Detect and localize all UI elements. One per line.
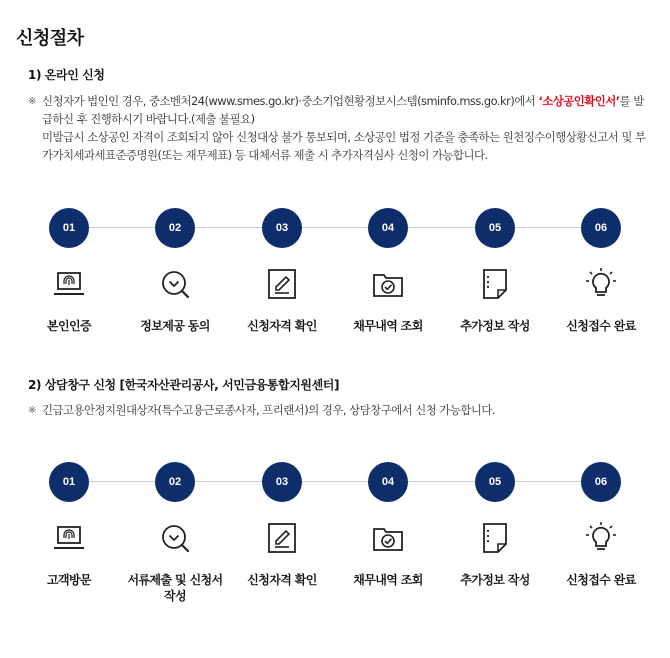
notice-text: 신청자가 법인인 경우, 중소벤처24(www.smes.go.kr)·중소기업현황정보시스템(sminfo.mss.go.kr)에서 (42, 94, 539, 108)
step-2 (115, 462, 235, 604)
folder-check-icon (370, 266, 406, 302)
document-dotted-icon (477, 520, 513, 556)
counter-steps (0, 462, 670, 622)
step-label: 신청접수 완료 (566, 319, 636, 333)
edit-document-icon (264, 266, 300, 302)
section-title-online: 1) 온라인 신청 (28, 68, 105, 82)
step-number: 06 (581, 208, 621, 248)
step-label: 채무내역 조회 (353, 319, 423, 333)
step-label: 신청접수 완료 (566, 573, 636, 587)
section-title-counter: 2) 상담창구 신청 [한국자산관리공사, 서민금융통합지원센터] (28, 378, 340, 392)
step-label: 본인인증 (47, 319, 91, 333)
notice-text-end: 를 발급하신 후 진행하시기 바랍니다.(제출 불필요) (42, 94, 644, 126)
document-dotted-icon (477, 266, 513, 302)
step-label: 정보제공 동의 (140, 319, 210, 333)
online-notice (28, 92, 648, 164)
step-5 (435, 208, 555, 334)
search-chevron-icon (157, 266, 193, 302)
laptop-fingerprint-icon (51, 266, 87, 302)
page-title: 신청절차 (16, 28, 84, 49)
step-number: 04 (368, 208, 408, 248)
edit-document-icon (264, 520, 300, 556)
step-1 (9, 208, 129, 334)
step-number: 04 (368, 462, 408, 502)
step-number: 06 (581, 462, 621, 502)
step-number: 05 (475, 462, 515, 502)
step-1 (9, 462, 129, 588)
step-label: 추가정보 작성 (460, 319, 530, 333)
notice-text-line2: 미발급시 소상공인 자격이 조회되지 않아 신청대상 불가 통보되며, 소상공인 법정 기준을 충족하는 원천징수이행상황신고서 및 부가가치세과세표준증명원(또는 재무제표) 등 대체서류 제출 시 추가자격심사 신청이 가능합니다. (42, 130, 646, 162)
step-2 (115, 208, 235, 334)
step-label: 신청자격 확인 (247, 573, 317, 587)
folder-check-icon (370, 520, 406, 556)
step-label: 채무내역 조회 (353, 573, 423, 587)
search-chevron-icon (157, 520, 193, 556)
step-3 (222, 462, 342, 588)
step-4 (328, 462, 448, 588)
step-5 (435, 462, 555, 588)
step-label: 신청자격 확인 (247, 319, 317, 333)
step-3 (222, 208, 342, 334)
step-6 (541, 462, 661, 588)
step-label: 서류제출 및 신청서 작성 (127, 573, 223, 603)
lightbulb-icon (583, 266, 619, 302)
notice-highlight: ‘소상공인확인서’ (538, 94, 620, 108)
step-label: 추가정보 작성 (460, 573, 530, 587)
step-number: 02 (155, 208, 195, 248)
step-number: 02 (155, 462, 195, 502)
step-number: 03 (262, 208, 302, 248)
step-6 (541, 208, 661, 334)
step-number: 01 (49, 208, 89, 248)
step-number: 03 (262, 462, 302, 502)
notice-text: 긴급고용안정지원대상자(특수고용근로종사자, 프리랜서)의 경우, 상담창구에서 신청 가능합니다. (42, 403, 495, 417)
online-steps (0, 208, 670, 368)
note-mark: ※ (28, 96, 36, 107)
lightbulb-icon (583, 520, 619, 556)
step-label: 고객방문 (47, 573, 91, 587)
step-number: 05 (475, 208, 515, 248)
note-mark: ※ (28, 405, 36, 416)
step-4 (328, 208, 448, 334)
laptop-fingerprint-icon (51, 520, 87, 556)
step-number: 01 (49, 462, 89, 502)
counter-notice (28, 401, 648, 419)
